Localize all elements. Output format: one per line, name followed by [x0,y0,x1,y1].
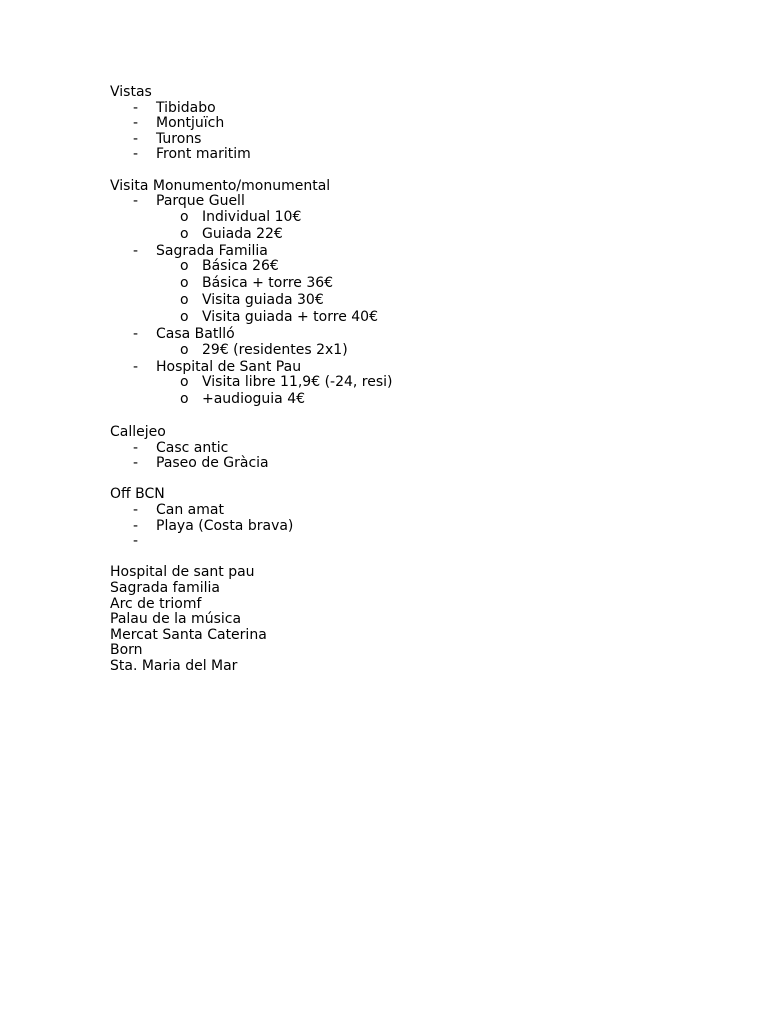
circle-bullet: o [180,341,189,358]
sub-list-item [110,293,710,309]
dash-bullet: - [133,533,139,550]
plain-list-item: Hospital de sant pau [110,564,255,581]
dash-bullet: - [133,358,139,375]
list-item-label: Casa Batlló [156,326,235,343]
circle-bullet: o [180,391,189,408]
circle-bullet: o [180,374,189,391]
sub-list-item [110,343,710,359]
section-heading: Vistas [110,84,152,100]
list-item-label: Casc antic [156,439,229,456]
dash-bullet: - [133,517,139,534]
list-item [110,360,710,376]
list-item [110,503,710,519]
list-item-label: Turons [156,130,202,147]
sub-list-item-label: 29€ (residentes 2x1) [202,341,348,358]
dash-bullet: - [133,455,139,472]
dash-bullet: - [133,130,139,147]
list-item [110,534,710,550]
sub-list-item [110,210,710,226]
sub-list-item-label: Básica 26€ [202,258,279,275]
list-item [110,132,710,148]
list-item [110,456,710,472]
sub-list-item-label: +audioguia 4€ [202,391,306,408]
sub-list-item-label: Visita libre 11,9€ (-24, resi) [202,374,393,391]
sub-list-item [110,375,710,391]
list-item [110,147,710,163]
list-item-label: Front maritim [156,146,251,163]
section-heading: Callejeo [110,423,166,440]
circle-bullet: o [180,208,189,225]
dash-bullet: - [133,242,139,259]
list-item-label: Hospital de Sant Pau [156,358,302,375]
sub-list-item-label: Visita guiada 30€ [202,292,324,309]
dash-bullet: - [133,115,139,132]
list-item [110,194,710,210]
dash-bullet: - [133,439,139,456]
list-item-label: Sagrada Familia [156,242,268,259]
sub-list-item-label: Guiada 22€ [202,225,283,242]
document-page [110,85,710,674]
list-item-label: Parque Guell [156,193,245,210]
plain-list-item: Sagrada familia [110,579,220,596]
sub-list-item-label: Visita guiada + torre 40€ [202,309,378,326]
list-item-label: Playa (Costa brava) [156,517,294,534]
circle-bullet: o [180,309,189,326]
dash-bullet: - [133,501,139,518]
list-item-label: Can amat [156,501,224,518]
sub-list-item-label: Básica + torre 36€ [202,275,334,292]
circle-bullet: o [180,258,189,275]
dash-bullet: - [133,99,139,116]
list-item [110,244,710,260]
list-item [110,441,710,457]
list-item-label: Paseo de Gràcia [156,455,269,472]
circle-bullet: o [180,225,189,242]
sub-list-item-label: Individual 10€ [202,208,302,225]
section-heading: Off BCN [110,486,165,503]
list-item [110,519,710,535]
list-item [110,116,710,132]
dash-bullet: - [133,326,139,343]
list-item-label: Montjuïch [156,115,225,132]
sub-list-item [110,392,710,408]
sub-list-item [110,276,710,292]
sub-list-item [110,310,710,326]
plain-list-item: Arc de triomf [110,595,202,612]
plain-list-item: Palau de la música [110,611,242,628]
dash-bullet: - [133,193,139,210]
plain-list-item: Sta. Maria del Mar [110,657,238,674]
list-item-label: Tibidabo [156,99,216,116]
sub-list-item [110,259,710,275]
list-item [110,327,710,343]
list-item [110,101,710,117]
sub-list-item [110,227,710,243]
circle-bullet: o [180,292,189,309]
dash-bullet: - [133,146,139,163]
circle-bullet: o [180,275,189,292]
section-heading: Visita Monumento/monumental [110,177,331,194]
plain-list-item: Born [110,642,143,659]
plain-list-item: Mercat Santa Caterina [110,626,267,643]
